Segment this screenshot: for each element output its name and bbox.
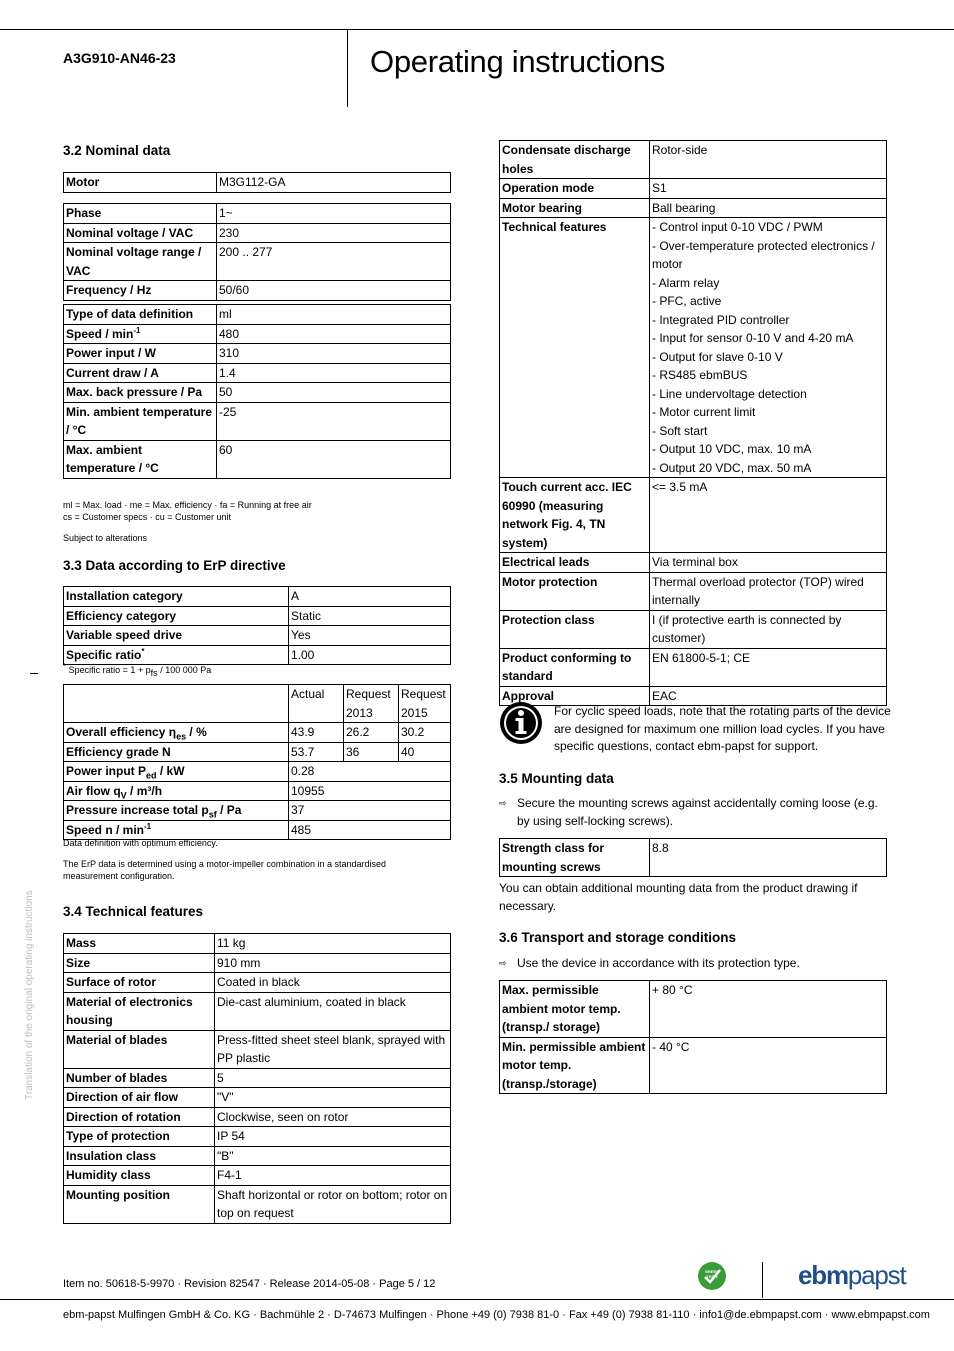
note-text: Specific ratio = 1 + p xyxy=(66,665,151,675)
row-key: Approval xyxy=(500,686,650,706)
transport-table xyxy=(499,980,887,1094)
table-row xyxy=(64,324,451,344)
key-sub: es xyxy=(176,731,187,742)
row-key xyxy=(64,645,289,665)
specific-ratio-label: Specific ratio xyxy=(66,647,142,662)
row-key: Product conforming to standard xyxy=(500,648,650,686)
eff-note-2: The ErP data is determined using a motor-impeller combination in a standardised xyxy=(63,859,387,869)
row-key: Protection class xyxy=(500,610,650,648)
row-value: F4-1 xyxy=(215,1166,451,1186)
list-item: - RS485 ebmBUS xyxy=(652,368,748,382)
table-row xyxy=(64,1068,451,1088)
row-key: Condensate discharge holes xyxy=(500,141,650,179)
section-title-mounting: 3.5 Mounting data xyxy=(499,771,614,786)
table-row xyxy=(64,402,451,440)
row-value: I (if protective earth is connected by customer) xyxy=(650,610,887,648)
row-value: Die-cast aluminium, coated in black xyxy=(215,992,451,1030)
cell-actual: 10955 xyxy=(289,781,451,801)
row-value: 11 kg xyxy=(215,934,451,954)
key-text: Speed n / min xyxy=(66,822,145,837)
row-value: "V" xyxy=(215,1088,451,1108)
arrow-right-icon: ⇨ xyxy=(499,798,507,808)
table-row xyxy=(64,606,451,626)
mounting-table xyxy=(499,838,887,877)
row-key: Motor protection xyxy=(500,572,650,610)
table-row xyxy=(64,1030,451,1068)
row-value: "B" xyxy=(215,1146,451,1166)
operating-data-table xyxy=(63,304,451,479)
row-key xyxy=(64,781,289,801)
table-row xyxy=(64,363,451,383)
row-value: Clockwise, seen on rotor xyxy=(215,1107,451,1127)
row-key: Surface of rotor xyxy=(64,973,215,993)
row-key: Frequency / Hz xyxy=(64,281,217,301)
transport-instruction-text: Use the device in accordance with its protection type. xyxy=(517,956,800,970)
row-key: Min. ambient temperature / °C xyxy=(64,402,217,440)
table-row xyxy=(64,305,451,325)
table-row xyxy=(64,723,451,743)
key-tail: / % xyxy=(186,725,207,739)
cell-actual: 0.28 xyxy=(289,762,451,782)
table-row xyxy=(64,934,451,954)
row-key xyxy=(64,324,217,344)
cell-2015: 30.2 xyxy=(399,723,451,743)
table-row xyxy=(500,1037,887,1094)
note-star: * xyxy=(63,662,67,671)
table-row xyxy=(64,781,451,801)
arrow-right-icon: ⇨ xyxy=(499,958,507,968)
row-key: Motor bearing xyxy=(500,198,650,218)
row-key: Operation mode xyxy=(500,179,650,199)
key-text: Overall efficiency η xyxy=(66,725,177,739)
col-header-2015: Request 2015 xyxy=(399,685,451,723)
cell-2015: 40 xyxy=(399,742,451,762)
key-tail: / Pa xyxy=(216,803,242,817)
list-item: - Output 10 VDC, max. 10 mA xyxy=(652,442,812,456)
table-row xyxy=(64,243,451,281)
key-text: Power input P xyxy=(66,764,147,778)
transport-instruction xyxy=(499,955,897,973)
row-value: Thermal overload protector (TOP) wired internally xyxy=(650,572,887,610)
row-value: ml xyxy=(217,305,451,325)
list-item: - Output 20 VDC, max. 50 mA xyxy=(652,460,812,475)
cell-actual: 43.9 xyxy=(289,723,344,743)
row-value: EN 61800-5-1; CE xyxy=(650,648,887,686)
row-value: Yes xyxy=(289,626,451,646)
row-key: Touch current acc. IEC 60990 (measuring network Fig. 4, TN system) xyxy=(500,478,650,553)
header-divider xyxy=(347,29,348,107)
mounting-note: You can obtain additional mounting data from the product drawing if necessary. xyxy=(499,881,858,913)
table-row xyxy=(500,478,887,553)
mounting-instruction xyxy=(499,795,887,830)
row-key xyxy=(64,762,289,782)
motor-table xyxy=(63,172,451,193)
table-row xyxy=(64,1107,451,1127)
row-key: Electrical leads xyxy=(500,553,650,573)
key-sup: -1 xyxy=(144,821,152,831)
table-row xyxy=(64,953,451,973)
item-info: Item no. 50618-5-9970 · Revision 82547 · Release 2014-05-08 · Page 5 / 12 xyxy=(63,1278,436,1290)
row-value: Static xyxy=(289,606,451,626)
key-text: Air flow q xyxy=(66,783,121,798)
table-row xyxy=(64,440,451,478)
list-item: - Alarm relay xyxy=(652,275,720,290)
table-row xyxy=(64,801,451,821)
row-value: Press-fitted sheet steel blank, sprayed with PP plastic xyxy=(215,1030,451,1068)
table-row xyxy=(64,762,451,782)
list-item: - Over-temperature protected electronics / motor xyxy=(652,238,875,271)
row-key: Humidity class xyxy=(64,1166,215,1186)
row-value: Coated in black xyxy=(215,973,451,993)
table-row xyxy=(64,344,451,364)
row-key: Variable speed drive xyxy=(64,626,289,646)
row-value: 50 xyxy=(217,383,451,403)
table-row xyxy=(64,973,451,993)
features-list xyxy=(650,218,887,478)
table-row xyxy=(64,645,451,665)
row-value: 910 mm xyxy=(215,953,451,973)
note-tail: / 100 000 Pa xyxy=(157,665,212,675)
cell-actual: 53.7 xyxy=(289,742,344,762)
key-sub: ed xyxy=(146,770,157,781)
table-row xyxy=(500,141,887,179)
row-value: - 40 °C xyxy=(650,1037,887,1094)
row-key: Direction of rotation xyxy=(64,1107,215,1127)
row-value: S1 xyxy=(650,179,887,199)
row-value: 230 xyxy=(217,223,451,243)
table-row xyxy=(64,992,451,1030)
row-key xyxy=(64,723,289,743)
table-row xyxy=(500,648,887,686)
section-title-nominal-data: 3.2 Nominal data xyxy=(63,143,171,158)
efficiency-table xyxy=(63,684,451,840)
note-sub: fs xyxy=(150,667,158,678)
list-item: - Control input 0-10 VDC / PWM xyxy=(652,220,823,234)
logo-ebm: ebm xyxy=(798,1260,848,1290)
eff-note-1: Data definition with optimum efficiency. xyxy=(63,838,218,848)
row-value: -25 xyxy=(217,402,451,440)
col-header-2013: Request 2013 xyxy=(344,685,399,723)
row-value: Rotor-side xyxy=(650,141,887,179)
footer-divider xyxy=(762,1262,763,1298)
row-key: Phase xyxy=(64,204,217,224)
row-value: + 80 °C xyxy=(650,981,887,1038)
table-row xyxy=(500,198,887,218)
section-title-erp: 3.3 Data according to ErP directive xyxy=(63,558,286,573)
table-row xyxy=(500,572,887,610)
company-info: ebm-papst Mulfingen GmbH & Co. KG · Bachmühle 2 · D-74673 Mulfingen · Phone +49 (0) 7938 81-0 · Fax +49 (0) 7938 81-110 · info1@de.ebmpapst.com · www.ebmpapst.com xyxy=(63,1309,930,1321)
info-icon xyxy=(499,701,543,745)
row-value: 60 xyxy=(217,440,451,478)
row-key: Material of electronics housing xyxy=(64,992,215,1030)
motor-value: M3G112-GA xyxy=(217,173,451,193)
row-value: 8.8 xyxy=(650,839,887,877)
row-value: 200 .. 277 xyxy=(217,243,451,281)
row-key: Material of blades xyxy=(64,1030,215,1068)
row-key: Installation category xyxy=(64,587,289,607)
row-key: Efficiency grade N xyxy=(64,742,289,762)
margin-mark xyxy=(30,673,38,674)
table-row xyxy=(64,281,451,301)
table-row xyxy=(64,383,451,403)
row-key xyxy=(64,801,289,821)
table-row xyxy=(500,179,887,199)
list-item: - Input for sensor 0-10 V and 4-20 mA xyxy=(652,331,854,345)
key-sub: V xyxy=(120,789,127,800)
info-text: For cyclic speed loads, note that the rotating parts of the device are designed for maximum one million load cycles. If you have specific questions, contact ebm-papst for support. xyxy=(554,704,891,753)
table-row xyxy=(64,1146,451,1166)
table-row xyxy=(64,1088,451,1108)
row-value: 1.00 xyxy=(289,645,451,665)
speed-label: Speed / min xyxy=(66,326,134,341)
row-key: Max. permissible ambient motor temp. (transp./ storage) xyxy=(500,981,650,1038)
row-value: Shaft horizontal or rotor on bottom; rotor on top on request xyxy=(215,1185,451,1223)
row-value: 5 xyxy=(215,1068,451,1088)
section-title-transport: 3.6 Transport and storage conditions xyxy=(499,930,737,945)
technical-features-table xyxy=(63,933,451,1224)
electrical-table xyxy=(63,203,451,301)
cell-actual: 485 xyxy=(289,820,451,840)
green-tech-badge-icon xyxy=(697,1261,727,1291)
row-value: 310 xyxy=(217,344,451,364)
ebmpapst-logo xyxy=(798,1260,905,1291)
list-item: - Motor current limit xyxy=(652,405,756,419)
table-row xyxy=(500,553,887,573)
row-key: Number of blades xyxy=(64,1068,215,1088)
page-title: Operating instructions xyxy=(370,44,665,79)
row-key: Size xyxy=(64,953,215,973)
mounting-instruction-text: Secure the mounting screws against accidentally coming loose (e.g. by using self-locking screws). xyxy=(517,796,878,828)
row-key: Type of data definition xyxy=(64,305,217,325)
row-value: EAC xyxy=(650,686,887,706)
row-key: Max. back pressure / Pa xyxy=(64,383,217,403)
speed-exponent: -1 xyxy=(133,325,141,335)
row-value: 50/60 xyxy=(217,281,451,301)
list-item: - Output for slave 0-10 V xyxy=(652,349,783,364)
list-item: - Line undervoltage detection xyxy=(652,386,807,401)
row-value: <= 3.5 mA xyxy=(650,478,887,553)
header-blank xyxy=(64,685,289,723)
badge-text: GREEN TECH xyxy=(704,1269,720,1279)
row-value: IP 54 xyxy=(215,1127,451,1147)
cell-2013: 26.2 xyxy=(344,723,399,743)
row-key: Type of protection xyxy=(64,1127,215,1147)
table-row xyxy=(64,685,451,723)
row-key: Mounting position xyxy=(64,1185,215,1223)
eff-note-3: measurement configuration. xyxy=(63,871,175,881)
cell-2013: 36 xyxy=(344,742,399,762)
right-features-table xyxy=(499,140,887,706)
table-row xyxy=(64,1166,451,1186)
side-caption: Translation of the original operating instructions xyxy=(24,890,35,1100)
row-key: Current draw / A xyxy=(64,363,217,383)
row-value: 480 xyxy=(217,324,451,344)
footer-rule xyxy=(0,1299,954,1300)
key-tail: / m³/h xyxy=(126,783,163,798)
row-key: Direction of air flow xyxy=(64,1088,215,1108)
row-key: Power input / W xyxy=(64,344,217,364)
col-header-actual: Actual xyxy=(289,685,344,723)
header-top-rule xyxy=(0,29,954,30)
legend-line-1: ml = Max. load · me = Max. efficiency · fa = Running at free air xyxy=(63,500,312,510)
table-row xyxy=(64,1127,451,1147)
table-row xyxy=(64,742,451,762)
model-number: A3G910-AN46-23 xyxy=(63,50,176,66)
table-row xyxy=(64,204,451,224)
key-text: Pressure increase total p xyxy=(66,803,209,817)
row-key: Insulation class xyxy=(64,1146,215,1166)
logo-papst: papst xyxy=(847,1260,906,1290)
row-value: A xyxy=(289,587,451,607)
specific-ratio-note xyxy=(63,664,211,676)
row-key: Technical features xyxy=(500,218,650,478)
table-row xyxy=(500,981,887,1038)
key-sub: sf xyxy=(208,809,217,820)
row-value: Ball bearing xyxy=(650,198,887,218)
erp-table xyxy=(63,586,451,665)
row-value: 1~ xyxy=(217,204,451,224)
row-key: Max. ambient temperature / °C xyxy=(64,440,217,478)
row-key: Efficiency category xyxy=(64,606,289,626)
row-key: Nominal voltage / VAC xyxy=(64,223,217,243)
list-item: - Integrated PID controller xyxy=(652,312,790,327)
table-row xyxy=(500,218,887,478)
section-title-technical-features: 3.4 Technical features xyxy=(63,904,204,919)
row-key: Strength class for mounting screws xyxy=(500,839,650,877)
table-row xyxy=(500,610,887,648)
row-key: Min. permissible ambient motor temp. (transp./storage) xyxy=(500,1037,650,1094)
row-value: Via terminal box xyxy=(650,553,887,573)
row-key: Mass xyxy=(64,934,215,954)
motor-key: Motor xyxy=(64,173,217,193)
list-item: - PFC, active xyxy=(652,294,722,308)
table-row xyxy=(64,587,451,607)
key-tail: / kW xyxy=(156,764,185,778)
cell-actual: 37 xyxy=(289,801,451,821)
table-row xyxy=(64,223,451,243)
footnote-mark: * xyxy=(141,646,145,656)
row-value: 1.4 xyxy=(217,363,451,383)
table-row xyxy=(64,1185,451,1223)
table-row xyxy=(64,626,451,646)
row-key: Nominal voltage range / VAC xyxy=(64,243,217,281)
legend-line-2: cs = Customer specs · cu = Customer unit xyxy=(63,512,232,522)
subject-to-alterations: Subject to alterations xyxy=(63,533,148,543)
table-row xyxy=(500,839,887,877)
list-item: - Soft start xyxy=(652,423,708,438)
